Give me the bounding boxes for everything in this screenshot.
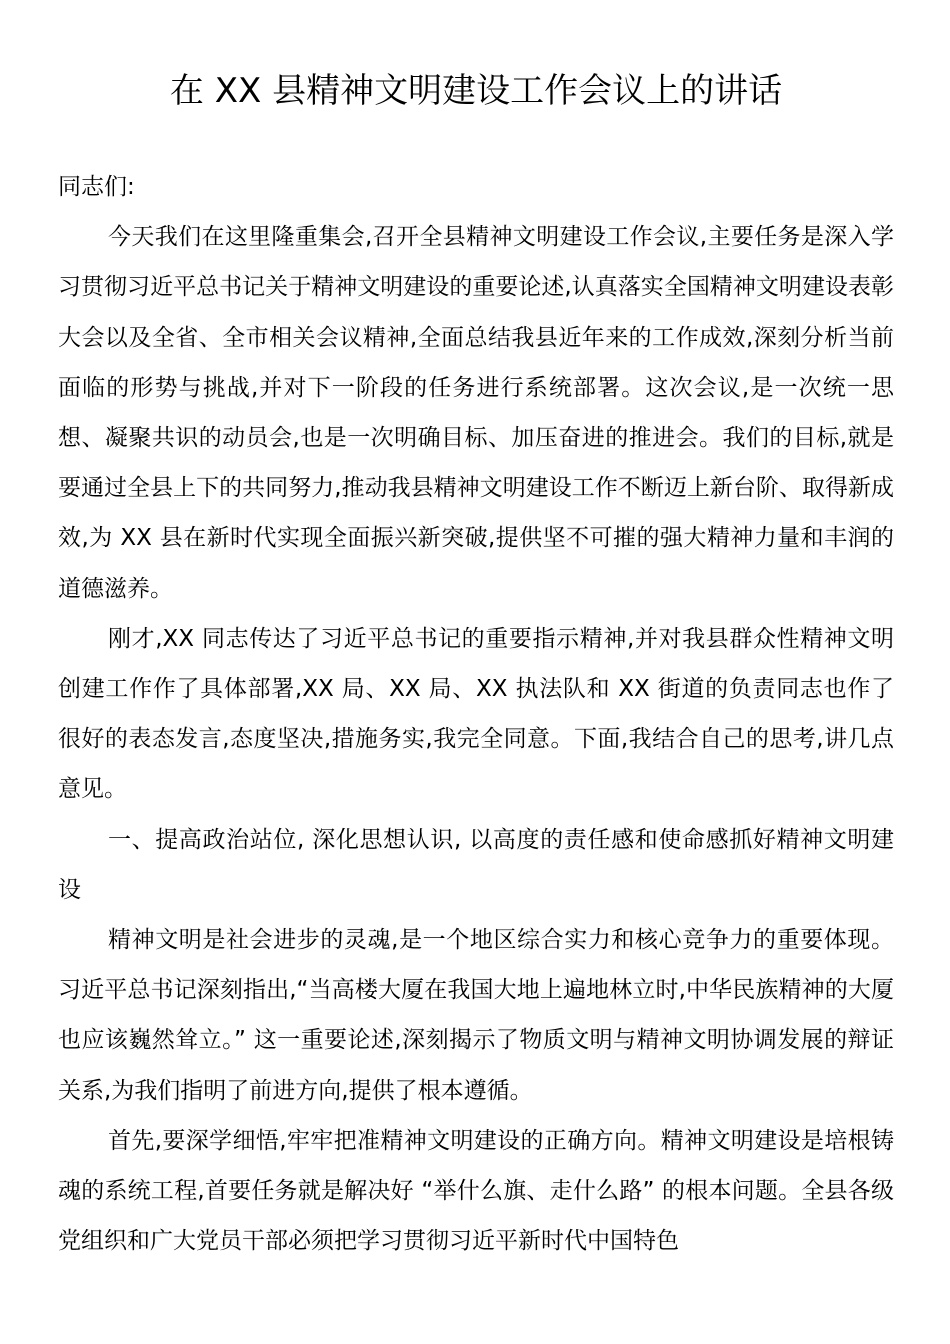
paragraph-section-1: 精神文明是社会进步的灵魂,是一个地区综合实力和核心竞争力的重要体现。习近平总书记深刻指出,“当高楼大厦在我国大地上遍地林立时,中华民族精神的大厦也应该巍然耸立。” 这一重要论述,深刻揭示了物质文明与精神文明协调发展的辩证关系,为我们指明了前进方向,提供了根本遵循。 (58, 927, 894, 1104)
paragraph-opening: 今天我们在这里隆重集会,召开全县精神文明建设工作会议,主要任务是深入学习贯彻习近平总书记关于精神文明建设的重要论述,认真落实全国精神文明建设表彰大会以及全省、全市相关会议精神,全面总结我县近年来的工作成效,深刻分析当前面临的形势与挑战,并对下一阶段的任务进行系统部署。这次会议,是一次统一思想、凝聚共识的动员会,也是一次明确目标、加压奋进的推进会。我们的目标,就是要通过全县上下的共同努力,推动我县精神文明建设工作不断迈上新台阶、取得新成效,为 XX 县在新时代实现全面振兴新突破,提供坚不可摧的强大精神力量和丰润的道德滋养。 (58, 224, 894, 602)
section-heading-1: 一、提高政治站位, 深化思想认识, 以高度的责任感和使命感抓好精神文明建设 (58, 826, 894, 903)
paragraph-response: 刚才,XX 同志传达了习近平总书记的重要指示精神,并对我县群众性精神文明创建工作作了具体部署,XX 局、XX 局、XX 执法队和 XX 街道的负责同志也作了很好的表态发言,态度坚决,措施务实,我完全同意。下面,我结合自己的思考,讲几点意见。 (58, 625, 894, 803)
document-body (58, 162, 894, 1266)
salutation: 同志们: (58, 174, 135, 200)
document-title: 在 XX 县精神文明建设工作会议上的讲话 (169, 71, 783, 111)
paragraph-section-2: 首先,要深学细悟,牢牢把准精神文明建设的正确方向。精神文明建设是培根铸魂的系统工程,首要任务就是解决好 “举什么旗、走什么路” 的根本问题。全县各级党组织和广大党员干部必须把学习贯彻习近平新时代中国特色 (58, 1127, 894, 1255)
